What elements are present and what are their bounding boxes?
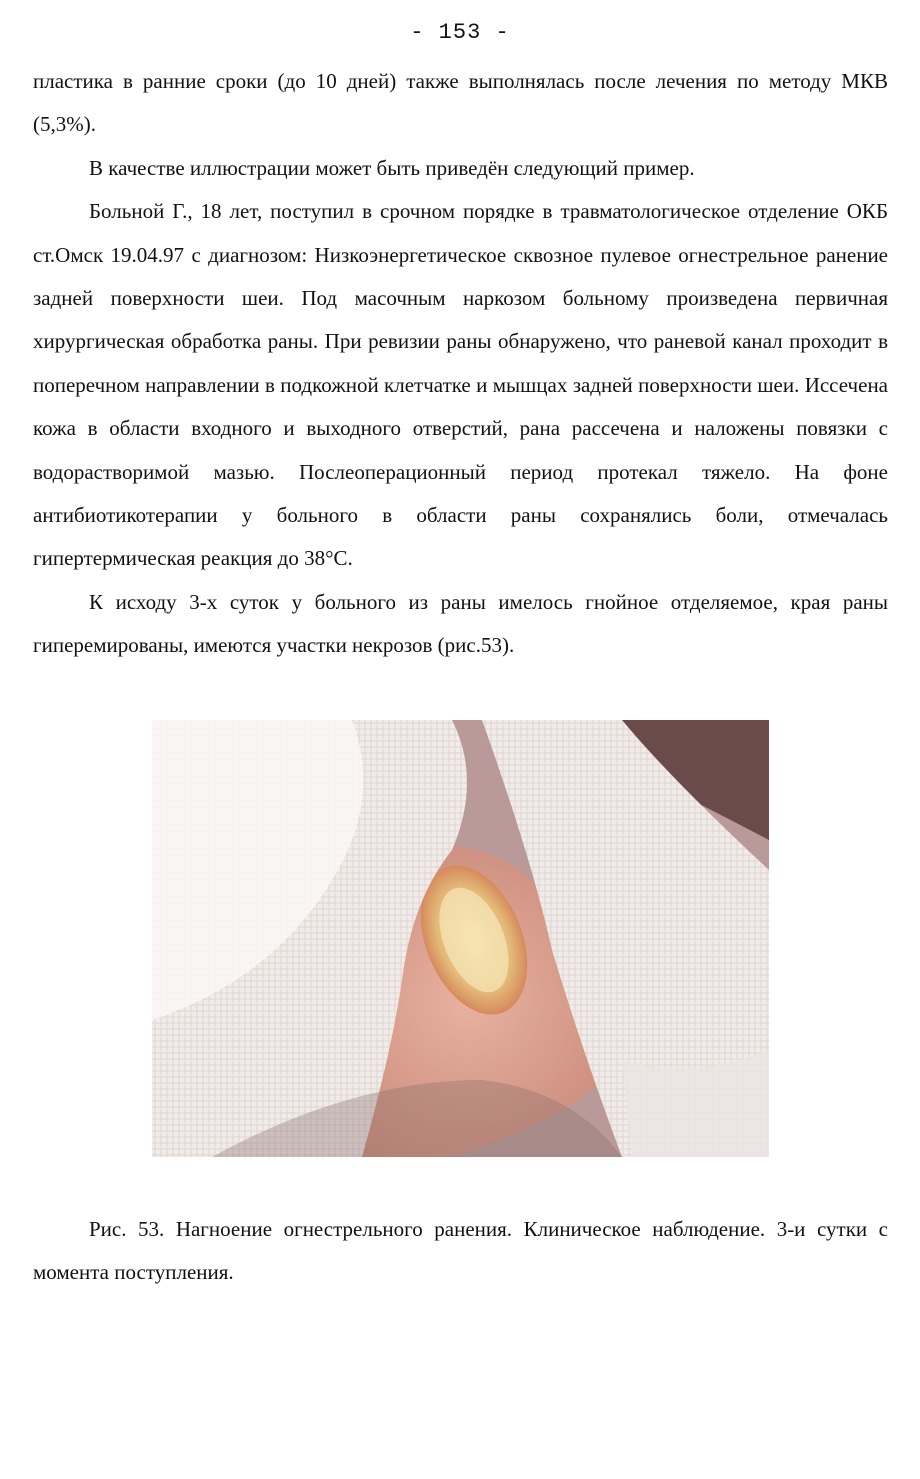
body-text bbox=[33, 60, 888, 668]
paragraph-continuation: пластика в ранние сроки (до 10 дней) также выполнялась после лечения по методу МКВ (5,3%). bbox=[33, 69, 888, 137]
figure-caption: Рис. 53. Нагноение огнестрельного ранения. Клиническое наблюдение. 3-и сутки с момента поступления. bbox=[33, 1217, 888, 1285]
paragraph-outcome: К исходу 3-х суток у больного из раны имелось гнойное отделяемое, края раны гиперемированы, имеются участки некрозов (рис.53). bbox=[33, 589, 888, 658]
page-number: - 153 - bbox=[410, 20, 510, 45]
paragraph-intro: В качестве иллюстрации может быть приведён следующий пример. bbox=[89, 155, 695, 180]
wound-photo bbox=[152, 720, 769, 1157]
wound-photo-illustration bbox=[152, 720, 769, 1157]
paragraph-case: Больной Г., 18 лет, поступил в срочном порядке в травматологическое отделение ОКБ ст.Омск 19.04.97 с диагнозом: Низкоэнергетическое сквозное пулевое огнестрельное ранение задней поверхности шеи. Под масочным наркозом больному произведена первичная хирургическая обработка раны. При ревизии раны обнаружено, что раневой канал проходит в поперечном направлении в подкожной клетчатке и мышцах задней поверхности шеи. Иссечена кожа в области входного и выходного отверстий, рана рассечена и наложены повязки с водорастворимой мазью. Послеоперационный период протекал тяжело. На фоне антибиотикотерапии у больного в области раны сохранялись боли, отмечалась гипертермическая реакция до 38°С. bbox=[33, 199, 888, 571]
